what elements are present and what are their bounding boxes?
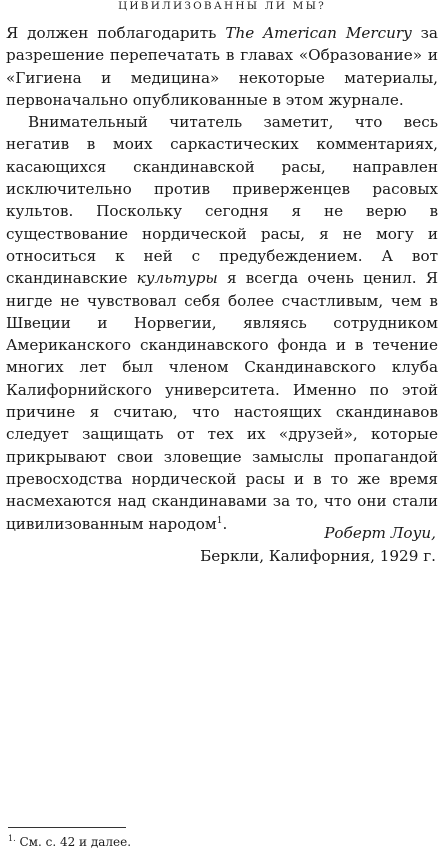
signature-block bbox=[200, 522, 436, 568]
paragraph-2-final-period: . bbox=[222, 514, 228, 533]
paragraph-1-text-end: за разрешение перепечатать в главах «Образование» и «Гигиена и медицина» некоторые материалы, первоначально опубликованные в этом журнале. bbox=[6, 24, 438, 109]
paragraph-2-text-end: я всегда очень ценил. Я нигде не чувствовал себя более счастливым, чем в Швеции и Норвегии, являясь сотрудником Американского скандинавского фонда и в течение многих лет был членом Скандинавского клуба Калифорнийского университета. Именно по этой причине я считаю, что настоящих скандинавов следует защищать от тех их «друзей», которые прикрывают свои зловещие замыслы пропагандой превосходства нордической расы и в то же время насмехаются над скандинавами за то, что они стали цивилизованным народом bbox=[6, 269, 438, 533]
footnote-number: 1. bbox=[8, 834, 16, 843]
running-head: ЦИВИЛИЗОВАННЫ ЛИ МЫ? bbox=[118, 0, 326, 12]
signature-author: Роберт Лоуи, bbox=[324, 524, 436, 542]
footnote-text: См. с. 42 и далее. bbox=[15, 835, 132, 849]
body-text bbox=[6, 22, 438, 535]
signature-place-date: Беркли, Калифорния, 1929 г. bbox=[200, 547, 436, 565]
emphasized-word: культуры bbox=[136, 269, 218, 288]
paragraph-scandinavians bbox=[6, 111, 438, 535]
paragraph-acknowledgement bbox=[6, 22, 438, 111]
paragraph-2-text-start: Внимательный читатель заметит, что весь негатив в моих саркастических комментариях, касающихся скандинавской расы, направлен исключительно против приверженцев расовых культов. Поскольку сегодня я не верю в существование нордической расы, я не могу и относиться к ней с предубеждением. А вот скандинавские bbox=[6, 113, 438, 288]
footnote-reference: 1 bbox=[216, 515, 223, 526]
footnote bbox=[8, 834, 131, 850]
footnote-divider bbox=[8, 827, 126, 828]
journal-title: The American Mercury bbox=[225, 24, 412, 42]
paragraph-1-text-start: Я должен поблагодарить bbox=[6, 24, 226, 42]
